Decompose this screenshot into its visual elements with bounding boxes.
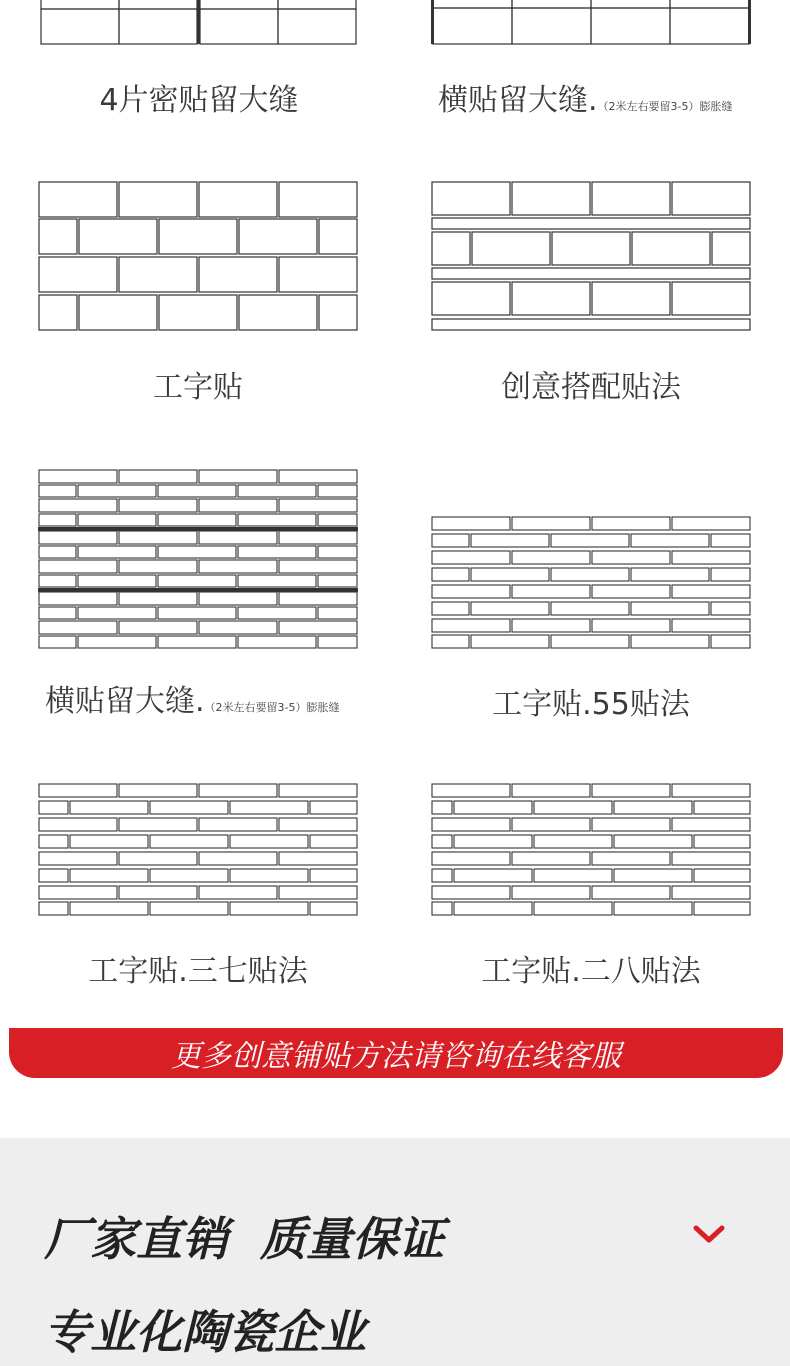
tile-pattern-creative-mix [430,181,752,333]
tile-pattern-running-bond-28 [430,783,752,917]
tile-pattern-4-tight-wide-gap [40,0,358,46]
pattern-caption-3: 工字贴 [153,370,243,405]
tile-pattern-horizontal-wide-gap [430,0,752,46]
pattern-caption-2: 横贴留大缝.（2米左右要留3-5）膨胀缝 [438,83,733,118]
tile-pattern-running-bond-37 [37,783,359,917]
pattern-caption-8: 工字贴.二八贴法 [481,954,701,989]
tile-pattern-running-bond-55 [430,516,752,650]
pattern-caption-5: 横贴留大缝.（2米左右要留3-5）膨胀缝 [45,684,340,719]
tile-pattern-brick-wide-gap [37,469,359,650]
consult-online-service-banner[interactable] [9,1028,783,1078]
pattern-caption-7: 工字贴.三七贴法 [88,954,308,989]
pattern-caption-4: 创意搭配贴法 [501,370,681,405]
slogan-line-2: 专业化陶瓷企业 [44,1305,366,1359]
tile-pattern-running-bond [37,181,359,333]
chevron-down-icon[interactable] [692,1223,726,1245]
pattern-caption-1: 4片密贴留大缝 [99,83,299,118]
slogan-line-1: 厂家直销 质量保证 [44,1212,445,1266]
banner-text: 更多创意铺贴方法请咨询在线客服 [171,1039,621,1074]
pattern-caption-6: 工字贴.55贴法 [492,687,690,722]
